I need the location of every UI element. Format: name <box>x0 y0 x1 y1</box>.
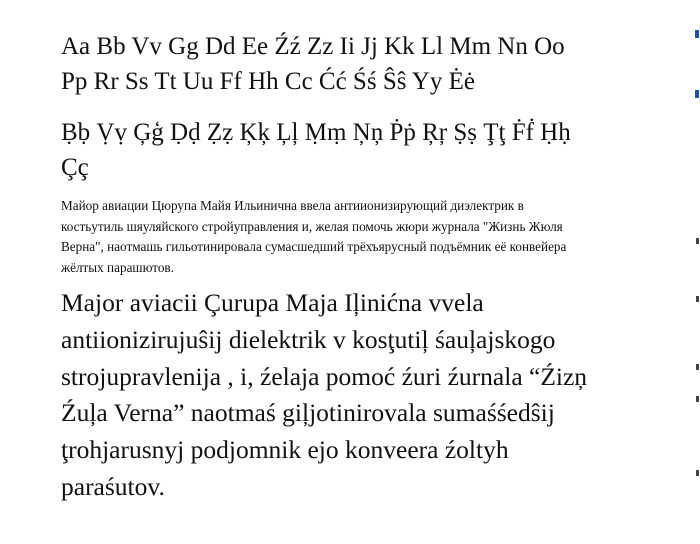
latin-line-5: ţrohjarusnyj podjomnik ejo konveera źoltyh <box>61 435 509 465</box>
alphabet-line-2: Pp Rr Ss Tt Uu Ff Hh Cc Ćć Śś Ŝŝ Yy Ėė <box>61 68 475 95</box>
right-edge-artifacts <box>694 0 700 544</box>
alphabet-block-diacritics <box>61 115 571 185</box>
edge-mark <box>696 296 699 302</box>
cyrillic-line-1: Майор авиации Цюрупа Майя Ильинична ввела антиионизирующий диэлектрик в <box>61 198 524 213</box>
latin-line-4: Źuļa Verna” naotmaś giļjotinirovala sumaśśedŝij <box>61 398 555 428</box>
edge-mark <box>696 470 699 476</box>
latin-line-1: Major aviacii Çurupa Maja Iļinićna vvela <box>61 288 484 317</box>
latin-transliteration-paragraph <box>61 285 587 506</box>
diacritic-line-2: Çç <box>61 154 89 181</box>
cyrillic-line-2: костьутиль шяуляйского стройуправления и, желая помочь жюри журнала "Жизнь Жюля <box>61 218 563 234</box>
cyrillic-line-4: жёлтых парашютов. <box>61 259 174 275</box>
alphabet-block-basic <box>61 29 565 99</box>
cyrillic-paragraph <box>61 196 566 278</box>
latin-line-3: strojupravlenija , i, źelaja pomoć źuri źurnala “Źizņ <box>61 361 588 391</box>
latin-line-2: antiionizirujuŝij dielektrik v kosţutiļ śauļajskogo <box>61 324 556 354</box>
alphabet-line-1: Aa Bb Vv Gg Dd Ee Źź Zz Ii Jj Kk Ll Mm Nn Oo <box>61 33 565 60</box>
latin-line-6: paraśutov. <box>61 471 165 501</box>
cyrillic-line-3: Верна", наотмашь гильотинировала сумасшедший трёхъярусный подъёмник её конвейера <box>61 239 567 254</box>
diacritic-line-1: Ḅḅ Ṿṿ Ģģ Ḍḍ Ẓẓ Ķķ Ļļ Ṃṃ Ņņ Ṗṗ Ŗŗ Ṣṣ Ţţ Ḟḟ Ḥḥ <box>61 119 571 146</box>
edge-mark <box>696 238 699 244</box>
edge-mark <box>695 90 699 98</box>
edge-mark <box>696 396 699 402</box>
edge-mark <box>695 30 699 38</box>
edge-mark <box>696 364 699 370</box>
